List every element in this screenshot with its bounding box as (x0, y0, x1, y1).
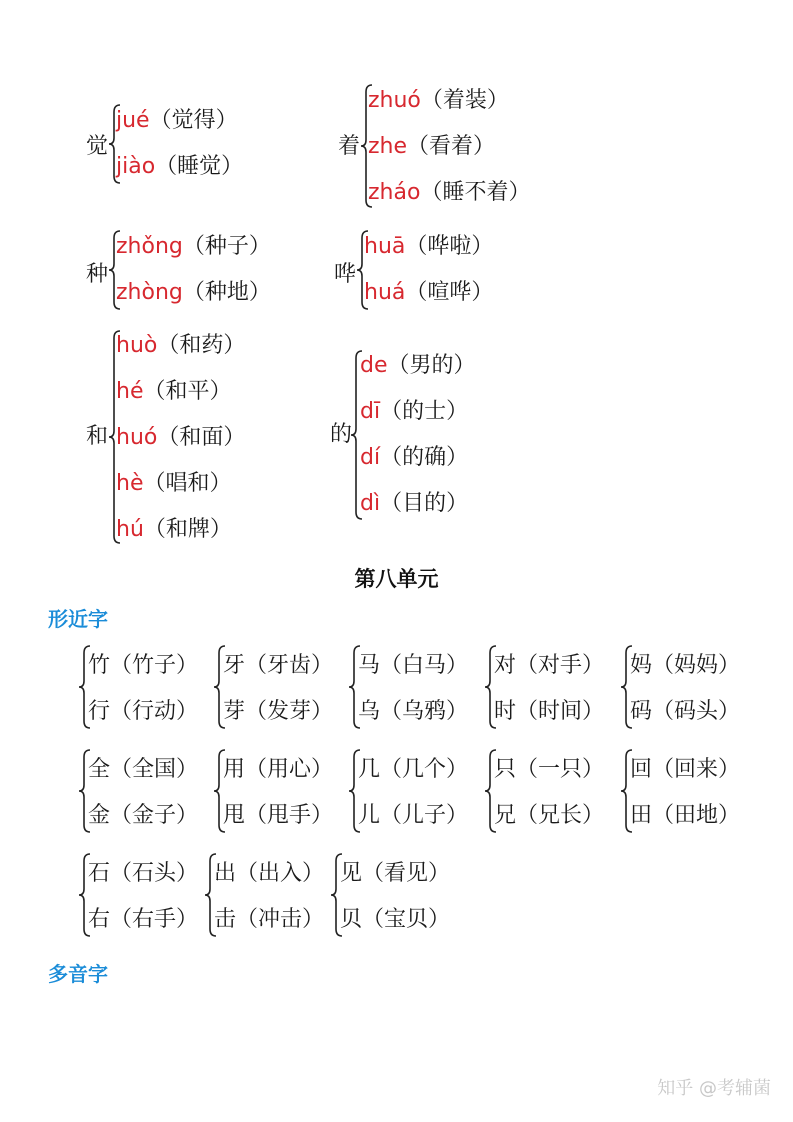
pinyin: zhe (368, 134, 408, 159)
similar-char: 田（田地） (630, 803, 741, 828)
reading-line (364, 236, 493, 258)
similar-pair (484, 645, 619, 729)
reading-line (116, 110, 238, 132)
pinyin: zhuó (368, 88, 421, 113)
similar-char: 儿（儿子） (358, 803, 469, 828)
example-word: （哗啦） (405, 234, 494, 259)
section-heading-polyphones: 多音字 (48, 962, 108, 986)
similar-pair (78, 749, 213, 833)
example-word: （种地） (182, 280, 271, 305)
reading-line (360, 493, 468, 515)
similar-char: 兄（兄长） (494, 803, 605, 828)
similar-pair (620, 645, 755, 729)
similar-char: 石（石头） (88, 861, 199, 886)
reading-line (368, 90, 509, 112)
similar-pair (213, 749, 348, 833)
example-word: （和药） (157, 333, 246, 358)
example-word: （和平） (143, 379, 232, 404)
pinyin: huò (116, 333, 158, 358)
polyphone-group-jue (86, 104, 286, 184)
pinyin: dī (360, 399, 381, 424)
pinyin: zháo (368, 180, 421, 205)
similar-char: 马（白马） (358, 653, 469, 678)
example-word: （和面） (157, 425, 246, 450)
pinyin: hú (116, 517, 144, 542)
example-word: （的确） (380, 445, 469, 470)
similar-char: 乌（乌鸦） (358, 699, 469, 724)
similar-char: 妈（妈妈） (630, 653, 741, 678)
pinyin: hè (116, 471, 144, 496)
reading-line (116, 282, 271, 304)
pinyin: dì (360, 491, 381, 516)
similar-pair (78, 645, 213, 729)
similar-char: 时（时间） (494, 699, 605, 724)
similar-char: 回（回来） (630, 757, 741, 782)
reading-line (116, 335, 245, 357)
similar-char: 右（右手） (88, 907, 199, 932)
similar-char: 金（金子） (88, 803, 199, 828)
polyphone-head: 觉 (86, 134, 109, 159)
example-word: （的士） (380, 399, 469, 424)
similar-char: 行（行动） (88, 699, 199, 724)
example-word: （着装） (420, 88, 509, 113)
pinyin: zhǒng (116, 234, 183, 259)
reading-line (360, 355, 476, 377)
reading-line (368, 182, 530, 204)
reading-line (116, 236, 271, 258)
similar-char: 全（全国） (88, 757, 199, 782)
similar-char: 见（看见） (340, 861, 451, 886)
polyphone-group-de (330, 350, 520, 520)
polyphone-head: 哗 (334, 262, 357, 287)
example-word: （种子） (182, 234, 271, 259)
example-word: （看着） (407, 134, 496, 159)
pinyin: zhòng (116, 280, 183, 305)
reading-line (116, 519, 232, 541)
similar-pair (348, 645, 483, 729)
similar-pair (348, 749, 483, 833)
polyphone-group-hua (334, 230, 524, 310)
pinyin: jué (116, 108, 150, 133)
similar-char: 码（码头） (630, 699, 741, 724)
polyphone-head: 着 (338, 134, 361, 159)
polyphone-head: 种 (86, 262, 109, 287)
similar-pair (78, 853, 208, 937)
polyphone-head: 的 (330, 422, 353, 447)
example-word: （觉得） (149, 108, 238, 133)
example-word: （唱和） (143, 471, 232, 496)
polyphone-head: 和 (86, 424, 109, 449)
pinyin: de (360, 353, 388, 378)
reading-line (116, 381, 232, 403)
reading-line (116, 473, 232, 495)
similar-pair (330, 853, 465, 937)
example-word: （喧哗） (405, 280, 494, 305)
similar-pair (204, 853, 334, 937)
similar-char: 只（一只） (494, 757, 605, 782)
similar-char: 竹（竹子） (88, 653, 199, 678)
reading-line (360, 447, 468, 469)
similar-char: 出（出入） (214, 861, 325, 886)
similar-char: 用（用心） (223, 757, 334, 782)
similar-char: 甩（甩手） (223, 803, 334, 828)
polyphone-group-zhong (86, 230, 306, 310)
pinyin: huā (364, 234, 406, 259)
polyphone-group-he (86, 330, 286, 544)
similar-char: 对（对手） (494, 653, 605, 678)
section-heading-similar-characters: 形近字 (48, 607, 108, 631)
similar-char: 击（冲击） (214, 907, 325, 932)
similar-pair (484, 749, 619, 833)
reading-line (360, 401, 468, 423)
pinyin: jiào (116, 154, 156, 179)
example-word: （睡不着） (420, 180, 531, 205)
reading-line (116, 156, 243, 178)
pinyin: dí (360, 445, 381, 470)
pinyin: huó (116, 425, 158, 450)
similar-pair (620, 749, 755, 833)
similar-char: 牙（牙齿） (223, 653, 334, 678)
reading-line (368, 136, 495, 158)
pinyin: huá (364, 280, 406, 305)
example-word: （和牌） (143, 517, 232, 542)
unit-title: 第八单元 (354, 567, 439, 591)
watermark: 知乎 @考辅菌 (657, 1078, 771, 1099)
similar-char: 芽（发芽） (223, 699, 334, 724)
pinyin: hé (116, 379, 144, 404)
reading-line (364, 282, 493, 304)
similar-char: 几（几个） (358, 757, 469, 782)
similar-pair (213, 645, 348, 729)
example-word: （睡觉） (155, 154, 244, 179)
similar-char: 贝（宝贝） (340, 907, 451, 932)
example-word: （男的） (387, 353, 476, 378)
polyphone-group-zhe (338, 84, 568, 208)
reading-line (116, 427, 245, 449)
example-word: （目的） (380, 491, 469, 516)
